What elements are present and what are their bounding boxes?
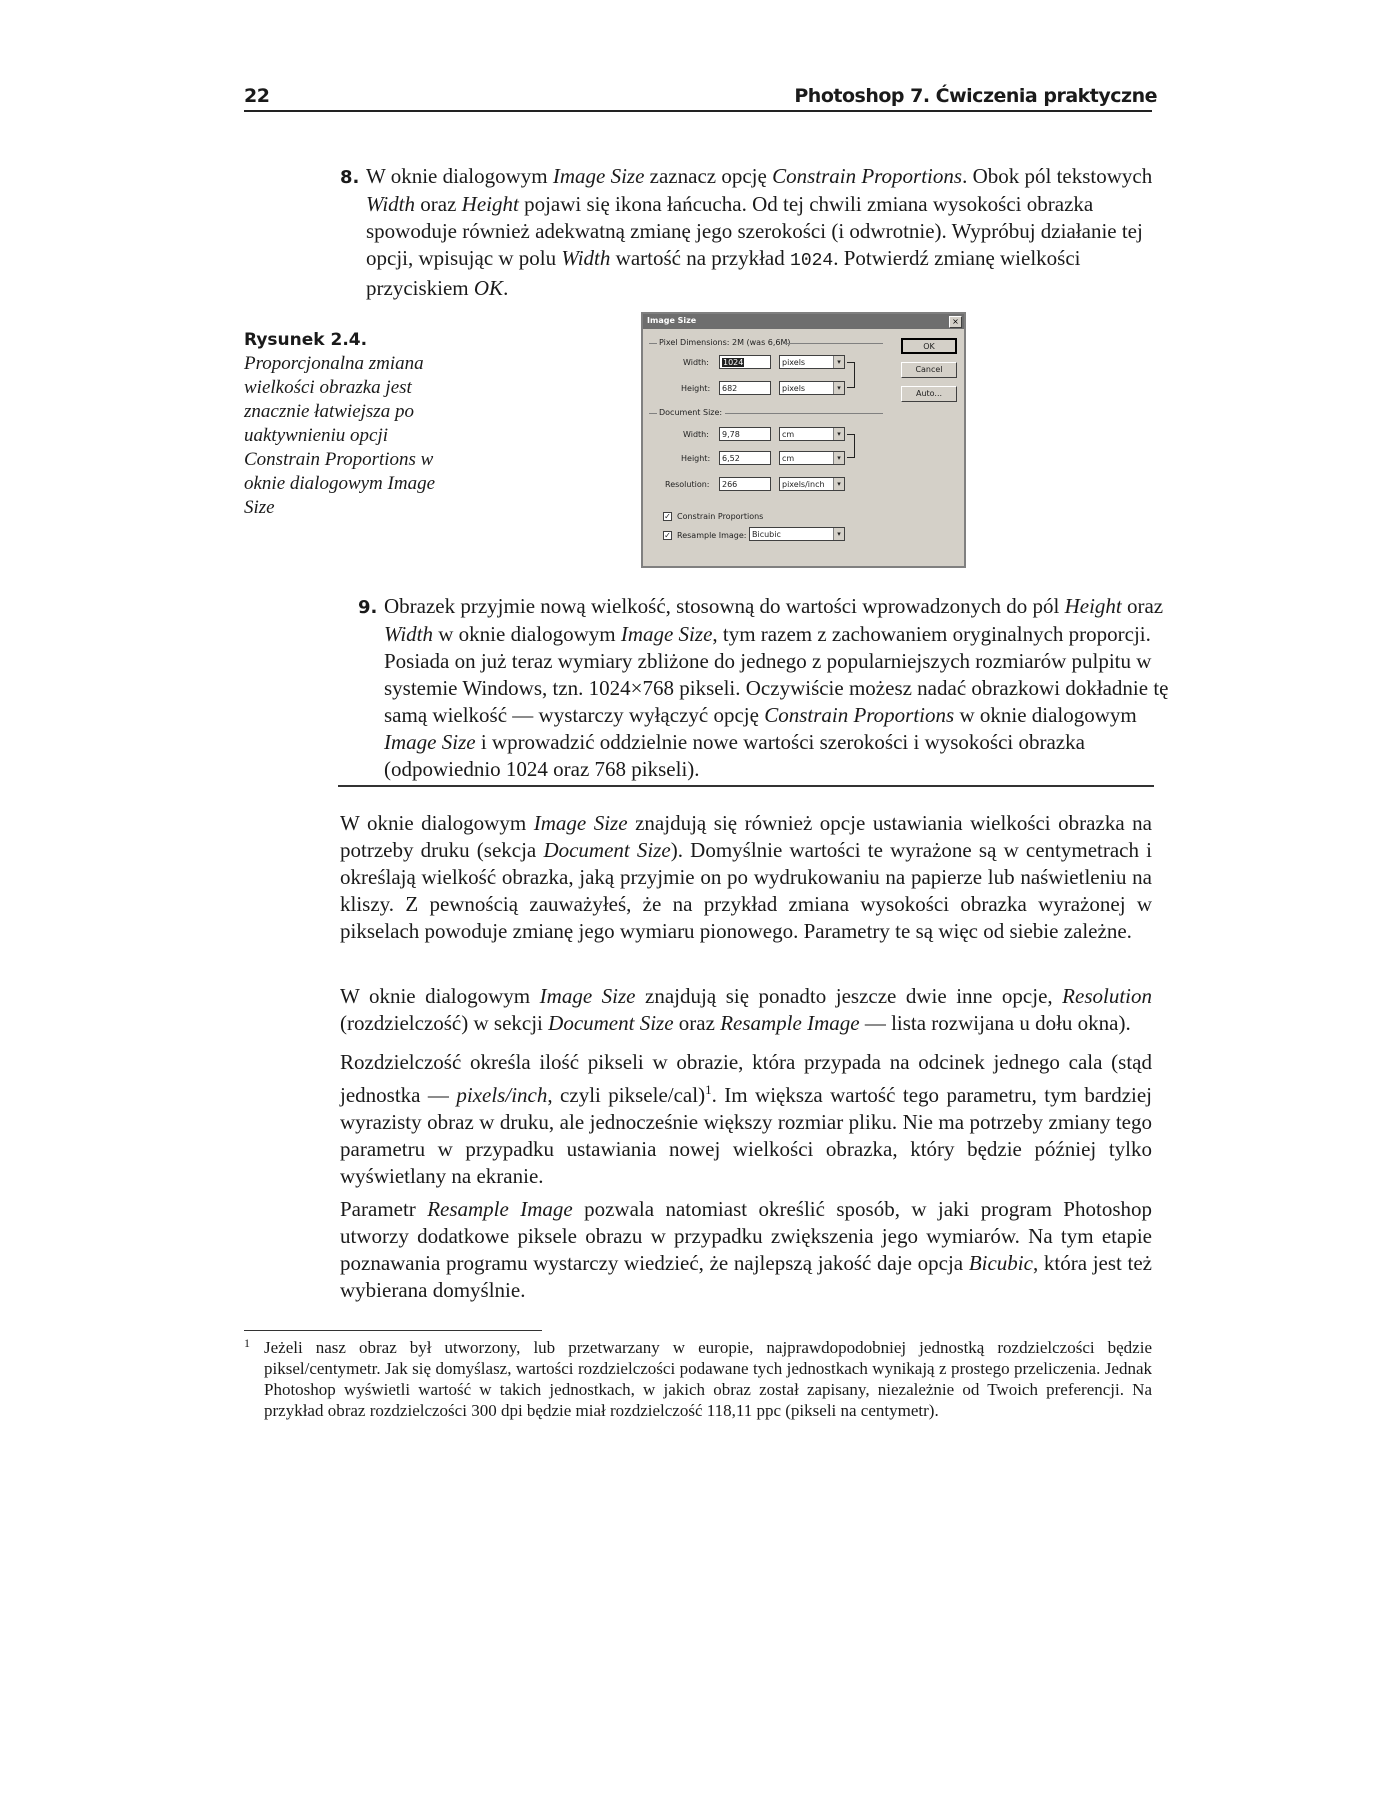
chain-link-icon	[847, 362, 855, 388]
running-title: Photoshop 7. Ćwiczenia praktyczne	[794, 85, 1157, 107]
cancel-button[interactable]: Cancel	[901, 362, 957, 378]
footnote-rule	[244, 1330, 542, 1331]
resample-image-checkbox[interactable]: ✓	[664, 531, 671, 540]
figure-label: Rysunek 2.4.	[244, 330, 368, 350]
constrain-proportions-checkbox[interactable]: ✓	[664, 512, 671, 521]
chevron-down-icon: ▾	[833, 382, 844, 394]
doc-width-unit-select[interactable]: cm ▾	[779, 427, 845, 441]
chevron-down-icon: ▾	[833, 528, 844, 540]
chevron-down-icon: ▾	[833, 452, 844, 464]
footnote	[244, 1337, 1152, 1421]
paragraph-resolution: Rozdzielczość określa ilość pikseli w obrazie, która przypada na odcinek jednego cala (stąd jednostka — pixels/inch, czyli piksele/cal)$^1$. Im większa wartość tego parametru, tym bardziej wyrazisty obraz w druku, ale jednocześnie większy rozmiar pliku. Nie ma potrzeby zmiany tego parametru w przypadku ustawiania nowej wielkości obrazka, który będzie później tylko wyświetlany na ekranie.	[340, 1050, 1153, 1188]
footnote-text: Jeżeli nasz obraz był utworzony, lub przetwarzany w europie, najprawdopodobniej jednostką rozdzielczości będzie piksel/centymetr. Jak się domyślasz, wartości rozdzielczości podawane tych jednostkach wynikają z prostego przeliczenia. Jednak Photoshop wyświetli wartość w takich jednostkach, w jakich obraz został zapisany, niezależnie od Twoich preferencji. Na przykład obraz rozdzielczości 300 dpi będzie miał rozdzielczość 118,11 ppc (pikseli na centymetr).	[264, 1338, 1152, 1420]
constrain-proportions-label: Constrain Proportions	[677, 512, 764, 521]
px-height-field[interactable]: 682	[719, 381, 771, 395]
step-9: 9. Obrazek przyjmie nową wielkość, stosowną do wartości wprowadzonych do pól Height oraz Width w oknie dialogowym Image Size, tym razem z zachowaniem oryginalnych proporcji. Posiada on już teraz wymiary zbliżone do jednego z popularniejszych rozmiarów pulpitu w systemie Windows, tzn. 1024×768 pikseli. Oczywiście możesz nadać obrazkowi dokładnie tę samą wielkość — wystarczy wyłączyć opcję Constrain Proportions w oknie dialogowym Image Size i wprowadzić oddzielnie nowe wartości szerokości i wysokości obrazka (odpowiednio 1024 oraz 768 pikseli).	[358, 594, 1169, 781]
auto-button[interactable]: Auto...	[901, 386, 957, 402]
dialog-titlebar	[643, 314, 964, 329]
doc-width-label: Width:	[683, 430, 709, 439]
document-size-label: Document Size:	[659, 408, 723, 417]
footnote-reference[interactable]: 1	[705, 1082, 712, 1097]
chevron-down-icon: ▾	[833, 428, 844, 440]
resample-image-label: Resample Image:	[677, 531, 747, 540]
image-size-dialog	[641, 312, 966, 568]
paragraph-document-size: W oknie dialogowym Image Size znajdują się również opcje ustawiania wielkości obrazka na potrzeby druku (sekcja Document Size). Domyślnie wartości te wyrażone są w centymetrach i określają wielkość obrazka, jaką przyjmie on po wydrukowaniu na papierze lub naświetleniu na kliszy. Z pewnością zauważyłeś, że na przykład zmiana wysokości obrazka wyrażonej w pikselach powoduje zmianę jego wymiaru pionowego. Parametry te są więc od siebie zależne.	[340, 811, 1153, 943]
dialog-title: Image Size	[647, 316, 697, 325]
resolution-unit-select[interactable]: pixels/inch ▾	[779, 477, 845, 491]
px-height-label: Height:	[681, 384, 711, 393]
px-width-unit-select[interactable]: pixels ▾	[779, 355, 845, 369]
paragraph-resample: Parametr Resample Image pozwala natomiast określić sposób, w jaki program Photoshop utworzy dodatkowe piksele obrazu w przypadku zwiększenia jego wymiarów. Na tym etapie poznawania programu wystarczy wiedzieć, że najlepszą jakość daje opcja Bicubic, która jest też wybierana domyślnie.	[340, 1197, 1152, 1302]
doc-height-unit-select[interactable]: cm ▾	[779, 451, 845, 465]
step-8: 8. W oknie dialogowym Image Size zaznacz opcję Constrain Proportions. Obok pól tekstowych Width oraz Height pojawi się ikona łańcucha. Od tej chwili zmiana wysokości obrazka spowoduje również adekwatną zmianę jego szerokości (i odwrotnie). Wypróbuj działanie tej opcji, wpisując w polu Width wartość na przykład 1024. Potwierdź zmianę wielkości przyciskiem OK.	[340, 164, 1153, 300]
resample-method-select[interactable]: Bicubic ▾	[749, 527, 845, 541]
close-icon[interactable]: ×	[949, 316, 962, 328]
figure-caption: Proporcjonalna zmiana wielkości obrazka jest znacznie łatwiejsza po uaktywnieniu opcji Constrain Proportions w oknie dialogowym Image Size	[244, 353, 436, 518]
chevron-down-icon: ▾	[833, 356, 844, 368]
pixel-dimensions-label: Pixel Dimensions: 2M (was 6,6M)	[659, 338, 791, 347]
ok-button[interactable]: OK	[901, 338, 957, 354]
px-width-label: Width:	[683, 358, 709, 367]
px-width-field[interactable]: 1024	[719, 355, 771, 369]
resolution-label: Resolution:	[665, 480, 710, 489]
px-height-unit-select[interactable]: pixels ▾	[779, 381, 845, 395]
paragraph-resolution-options: W oknie dialogowym Image Size znajdują się ponadto jeszcze dwie inne opcje, Resolution (rozdzielczość) w sekcji Document Size oraz Resample Image — lista rozwijana u dołu okna).	[340, 984, 1152, 1035]
section-rule	[338, 785, 1154, 787]
doc-width-field[interactable]: 9,78	[719, 427, 771, 441]
page-number: 22	[244, 85, 270, 107]
doc-height-field[interactable]: 6,52	[719, 451, 771, 465]
chain-link-icon	[847, 434, 855, 458]
resolution-field[interactable]: 266	[719, 477, 771, 491]
step-8-number: 8.	[340, 167, 360, 188]
doc-height-label: Height:	[681, 454, 711, 463]
chevron-down-icon: ▾	[833, 478, 844, 490]
header-rule	[244, 110, 1152, 112]
step-9-number: 9.	[358, 597, 378, 618]
footnote-mark: 1	[244, 1336, 250, 1350]
